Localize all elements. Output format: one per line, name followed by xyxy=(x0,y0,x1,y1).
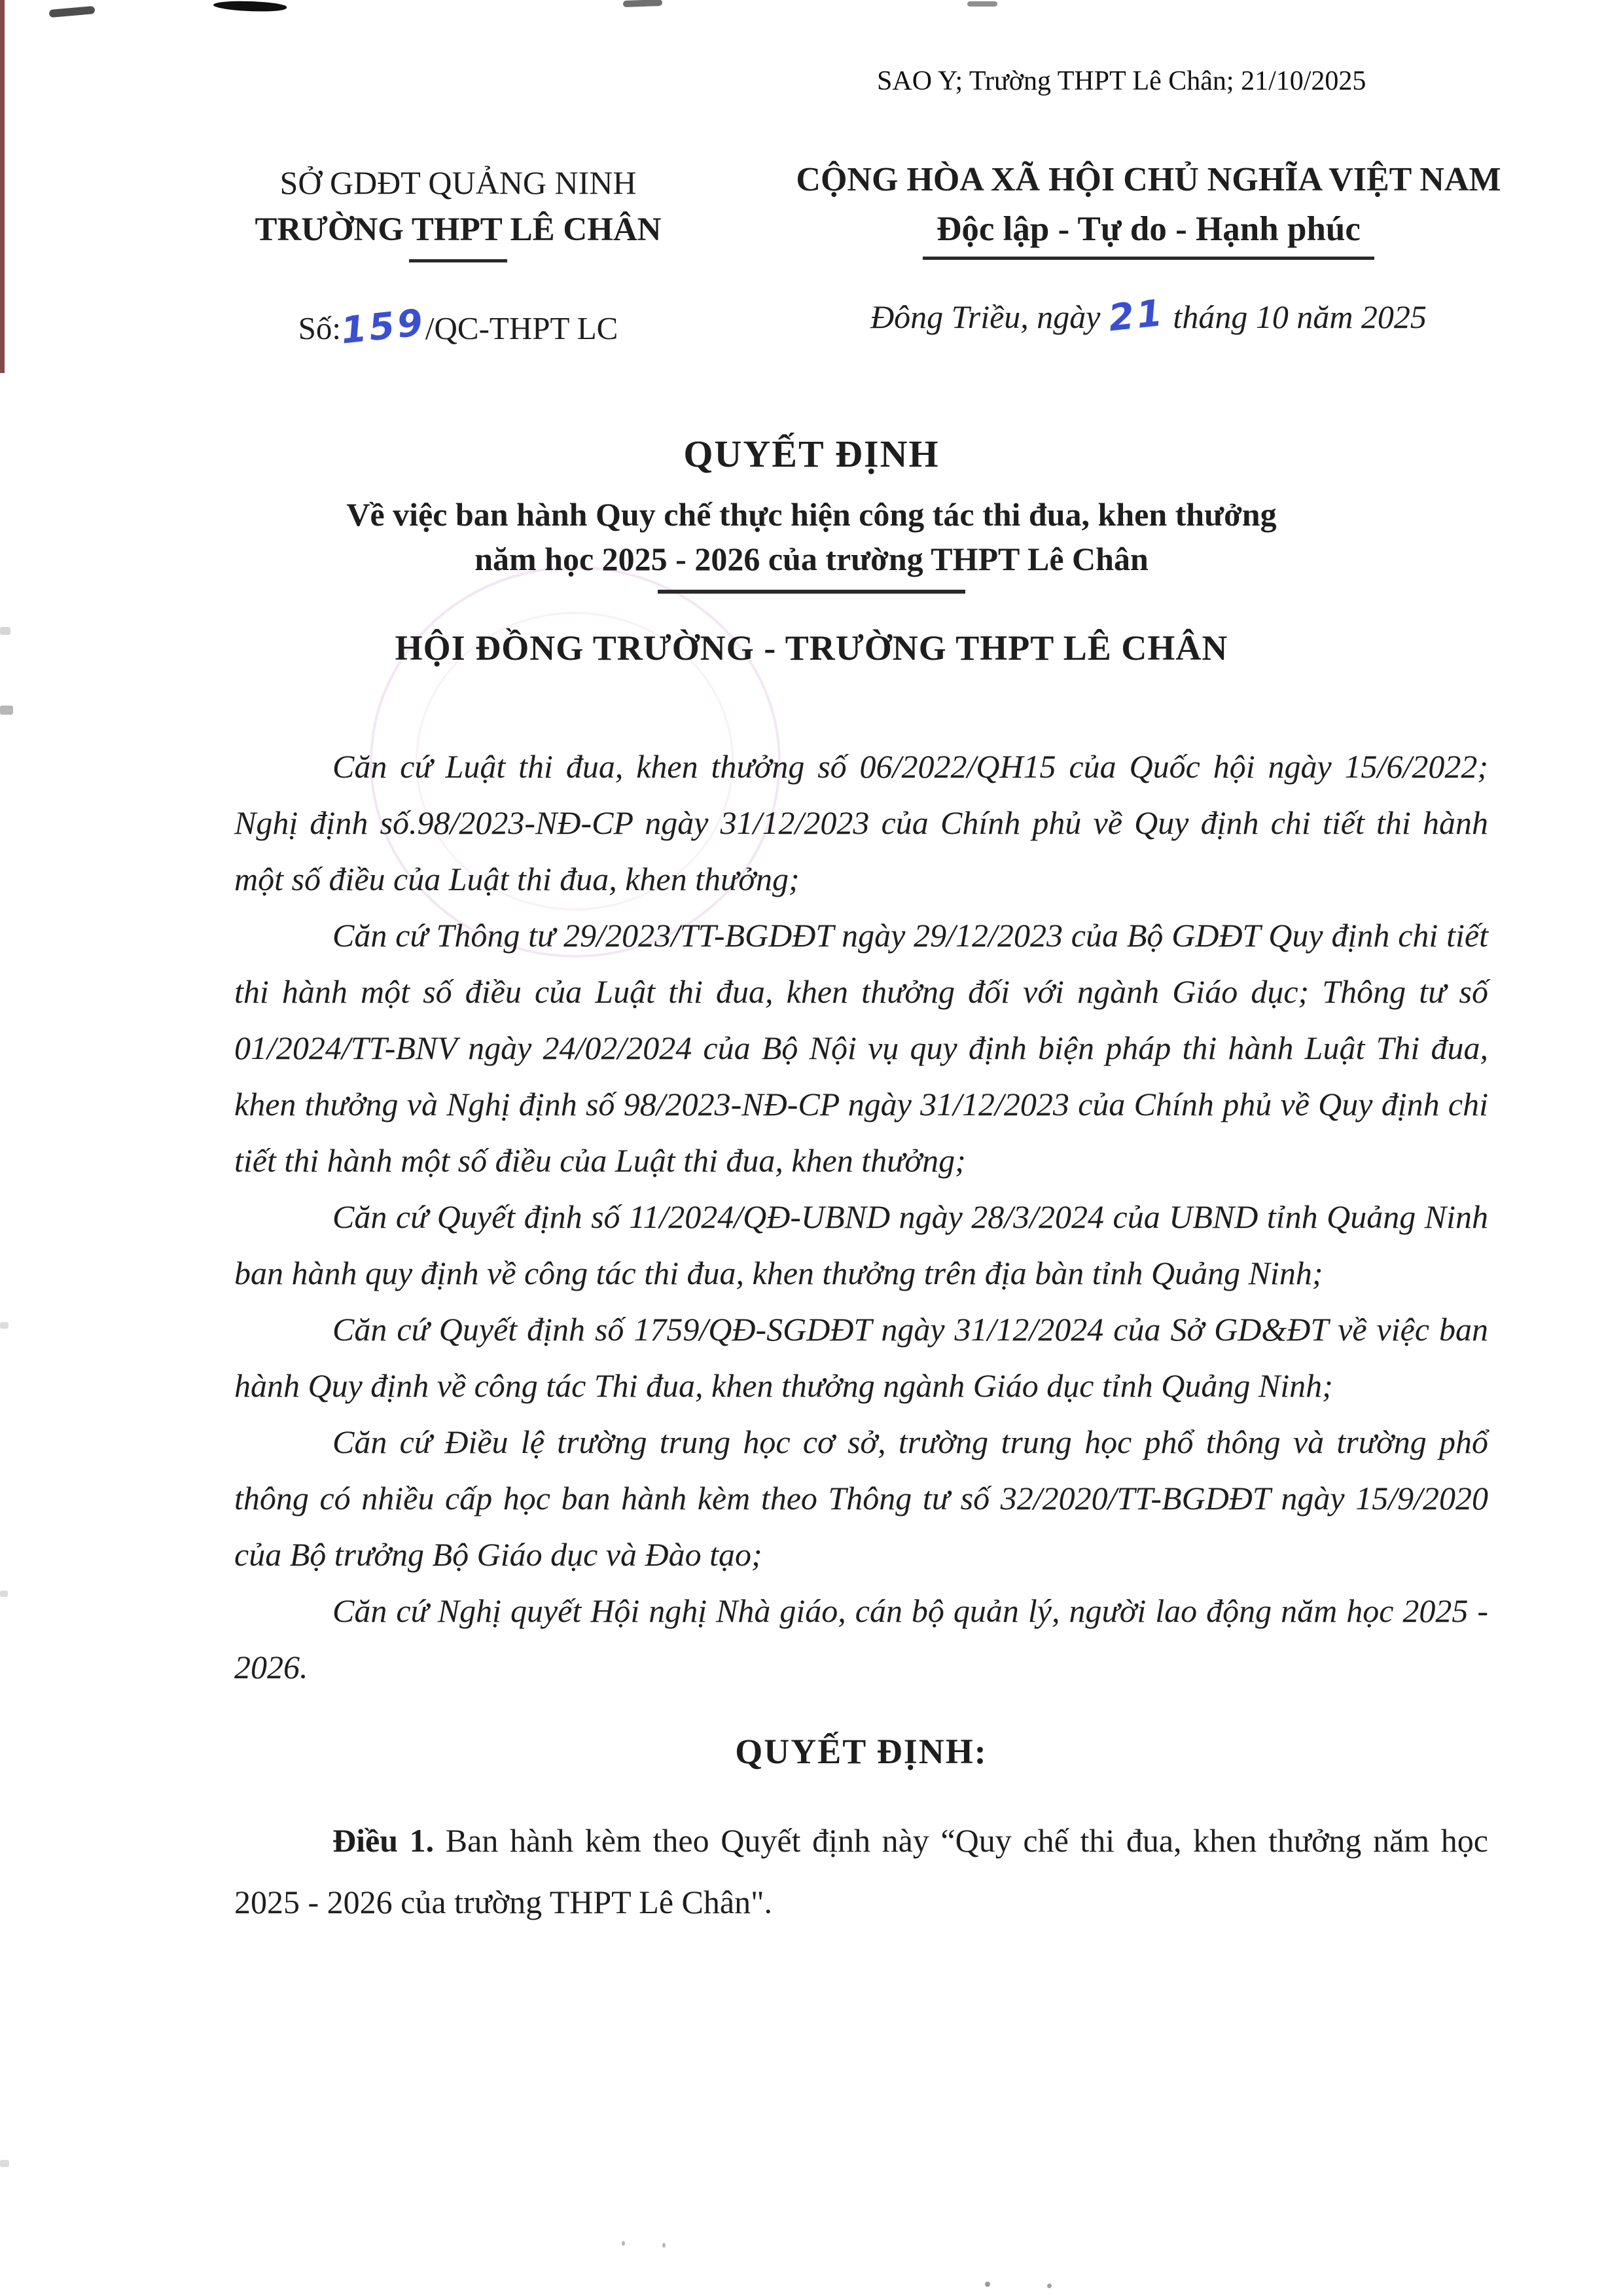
article-1-paragraph xyxy=(234,1810,1488,1933)
date-prefix: Đông Triều, ngày xyxy=(870,298,1101,335)
scan-smudge xyxy=(49,6,96,18)
doc-number-suffix: /QC-THPT LC xyxy=(425,310,618,346)
legal-basis-paragraph: Căn cứ Luật thi đua, khen thưởng số 06/2022/QH15 của Quốc hội ngày 15/6/2022; Nghị định số.98/2023-NĐ-CP ngày 31/12/2023 của Chính phủ về Quy định chi tiết thi hành một số điều của Luật thi đua, khen thưởng; xyxy=(234,748,1488,897)
decision-subtitle-line2: năm học 2025 - 2026 của trường THPT Lê Chân xyxy=(474,541,1149,577)
legal-basis-paragraph: Căn cứ Quyết định số 11/2024/QĐ-UBND ngày 28/3/2024 của UBND tỉnh Quảng Ninh ban hành quy định về công tác thi đua, khen thưởng trên địa bàn tỉnh Quảng Ninh; xyxy=(234,1198,1488,1291)
date-day-handwritten: 21 xyxy=(1106,291,1168,340)
document-body xyxy=(234,738,1488,1965)
national-motto-block xyxy=(762,160,1535,340)
scan-speck xyxy=(0,1590,8,1597)
national-title: CỘNG HÒA XÃ HỘI CHỦ NGHĨA VIỆT NAM xyxy=(796,161,1501,198)
doc-number-prefix: Số: xyxy=(298,310,341,346)
decision-subtitle-line1: Về việc ban hành Quy chế thực hiện công tác thi đua, khen thưởng xyxy=(346,496,1277,533)
place-date-line xyxy=(762,291,1535,340)
article-1-label: Điều 1. xyxy=(332,1822,435,1859)
legal-basis-paragraph: Căn cứ Điều lệ trường trung học cơ sở, trường trung học phổ thông và trường phổ thông có nhiều cấp học ban hành kèm theo Thông tư số 32/2020/TT-BGDĐT ngày 15/9/2020 của Bộ trưởng Bộ Giáo dục và Đào tạo; xyxy=(234,1424,1488,1573)
scan-speck xyxy=(662,2243,666,2248)
scan-speck xyxy=(985,2282,990,2287)
issuing-org-block xyxy=(223,164,694,353)
motto-underline xyxy=(923,257,1374,260)
scan-smudge xyxy=(213,0,287,13)
decision-title: QUYẾT ĐỊNH xyxy=(683,433,940,475)
legal-basis-paragraph: Căn cứ Thông tư 29/2023/TT-BGDĐT ngày 29/12/2023 của Bộ GDĐT Quy định chi tiết thi hành một số điều của Luật thi đua, khen thưởng đối với ngành Giáo dục; Thông tư số 01/2024/TT-BNV ngày 24/02/2024 của Bộ Nội vụ quy định biện pháp thi hành Luật Thi đua, khen thưởng và Nghị định số 98/2023-NĐ-CP ngày 31/12/2023 của Chính phủ về Quy định chi tiết thi hành một số điều của Luật thi đua, khen thưởng; xyxy=(234,917,1488,1179)
scan-smudge xyxy=(623,0,662,7)
scan-speck xyxy=(0,627,10,635)
legal-basis-paragraph: Căn cứ Quyết định số 1759/QĐ-SGDĐT ngày 31/12/2024 của Sở GD&ĐT về việc ban hành Quy định về công tác Thi đua, khen thưởng ngành Giáo dục tỉnh Quảng Ninh; xyxy=(234,1311,1488,1404)
copy-certification-line: SAO Y; Trường THPT Lê Chân; 21/10/2025 xyxy=(877,66,1366,96)
scan-smudge xyxy=(967,1,997,7)
scan-left-edge-artifact xyxy=(0,0,5,373)
national-motto: Độc lập - Tự do - Hạnh phúc xyxy=(936,210,1361,248)
scan-speck xyxy=(1047,2284,1052,2288)
title-block xyxy=(183,432,1440,668)
scan-speck xyxy=(0,2160,9,2167)
doc-number-handwritten: 159 xyxy=(338,301,427,353)
school-name: TRƯỜNG THPT LÊ CHÂN xyxy=(255,211,662,248)
scan-speck xyxy=(622,2241,625,2246)
title-underline xyxy=(658,590,965,594)
article-1-text: Ban hành kèm theo Quyết định này “Quy chế thi đua, khen thưởng năm học 2025 - 2026 của trường THPT Lê Chân". xyxy=(234,1822,1488,1920)
document-number xyxy=(223,301,694,353)
scan-speck xyxy=(0,706,13,715)
org-underline xyxy=(409,259,507,262)
date-suffix: tháng 10 năm 2025 xyxy=(1173,298,1427,335)
parent-org-name: SỞ GDĐT QUẢNG NINH xyxy=(279,164,637,201)
council-heading: HỘI ĐỒNG TRƯỜNG - TRƯỜNG THPT LÊ CHÂN xyxy=(395,628,1228,668)
legal-basis-paragraph: Căn cứ Nghị quyết Hội nghị Nhà giáo, cán bộ quản lý, người lao động năm học 2025 - 2026. xyxy=(234,1592,1488,1685)
decides-heading: QUYẾT ĐỊNH: xyxy=(735,1732,988,1771)
scan-speck xyxy=(0,1322,9,1329)
